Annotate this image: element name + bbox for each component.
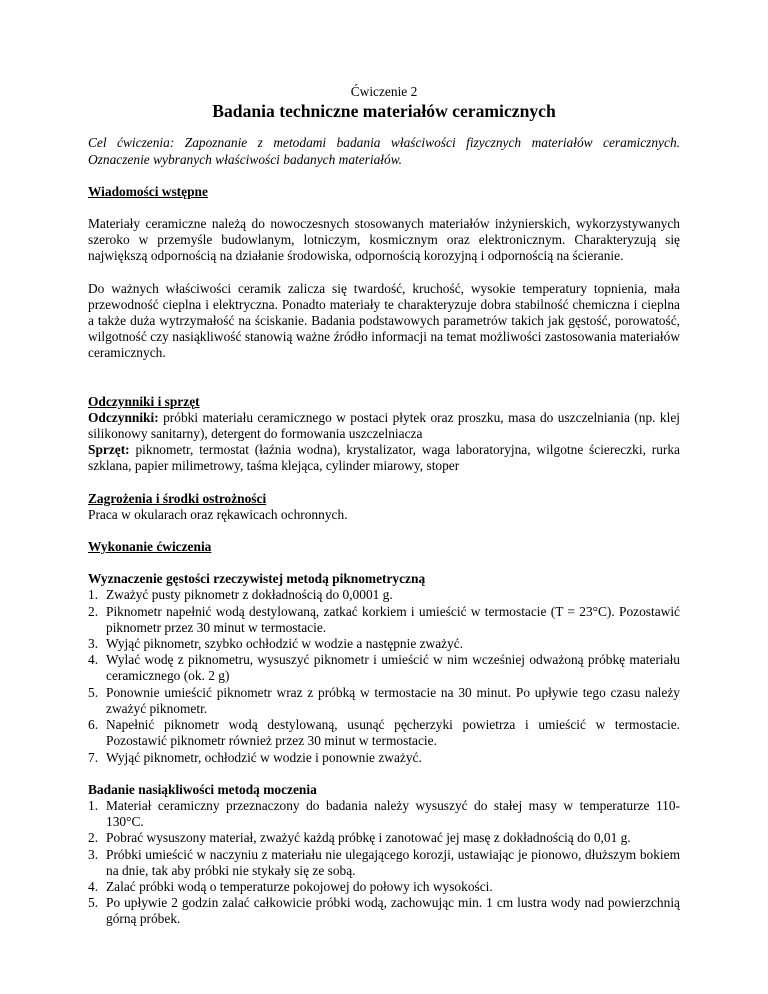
equipment-text: piknometr, termostat (łaźnia wodna), krystalizator, waga laboratoryjna, wilgotne ściereczki, rurka szklana, papier milimetrowy, taśma klejąca, cylinder miarowy, stoper [88,442,680,474]
document-page [88,84,680,928]
list-item: 1. Materiał ceramiczny przeznaczony do badania należy wysuszyć do stałej masy w temperaturze 110-130°C. [88,797,680,830]
document-title: Badania techniczne materiałów ceramicznych [212,101,556,122]
list-item: 3. Wyjąć piknometr, szybko ochłodzić w wodzie a następnie zważyć. [88,636,464,652]
list-item: 7. Wyjąć piknometr, ochłodzić w wodzie i ponownie zważyć. [88,749,422,765]
list-item: 2. Piknometr napełnić wodą destylowaną, zatkać korkiem i umieścić w termostacie (T = 23°C). Pozostawić piknometr przez 30 minut w termostacie. [88,603,680,635]
list-item: 5. Ponownie umieścić piknometr wraz z próbką w termostacie na 30 minut. Po upływie tego czasu należy zważyć piknometr. [88,684,680,716]
reagents-label: Odczynniki: [88,409,159,425]
intro-paragraph-1: Materiały ceramiczne należą do nowoczesnych stosowanych materiałów inżynierskich, wykorzystywanych szeroko w przemyśle budowlanym, lotniczym, kosmicznym oraz elektronicznym. Charakteryzują się największą odpornością na działanie środowiska, odpornością korozyjną i odpornością na ścieranie. [88,216,680,264]
density-heading: Wyznaczenie gęstości rzeczywistej metodą piknometryczną [88,571,426,587]
equipment-paragraph [88,442,680,474]
list-item: 5. Po upływie 2 godzin zalać całkowicie próbki wodą, zachowując min. 1 cm lustra wody nad powierzchnią górną próbek. [88,895,680,927]
equipment-label: Sprzęt: [88,442,130,458]
hazards-text: Praca w okularach oraz rękawicach ochronnych. [88,506,348,522]
procedure-heading: Wykonanie ćwiczenia [88,539,212,555]
list-item: 1. Zważyć pusty piknometr z dokładnością do 0,0001 g. [88,587,393,603]
list-item: 4. Zalać próbki wodą o temperaturze pokojowej do połowy ich wysokości. [88,878,493,894]
hazards-heading: Zagrożenia i środki ostrożności [88,490,267,506]
reagents-paragraph [88,410,680,442]
reagents-text: próbki materiału ceramicznego w postaci płytek oraz proszku, masa do uszczelniania (np. klej silikonowy sanitarny), detergent do formowania uszczelniacza [88,409,680,442]
list-item: 3. Próbki umieścić w naczyniu z materiału nie ulegającego korozji, ustawiając je pionowo, dłuższym bokiem na dnie, tak aby próbki nie stykały się ze sobą. [88,846,680,878]
density-steps [88,587,680,765]
reagents-heading: Odczynniki i sprzęt [88,393,200,409]
intro-heading: Wiadomości wstępne [88,183,208,199]
list-item: 6. Napełnić piknometr wodą destylowaną, usunąć pęcherzyki powietrza i umieścić w termostacie. Pozostawić piknometr również przez 30 minut w termostacie. [88,717,680,749]
absorption-steps [88,798,680,928]
list-item: 2. Pobrać wysuszony materiał, zważyć każdą próbkę i zanotować jej masę z dokładnością do 0,01 g. [88,830,631,846]
exercise-goal: Cel ćwiczenia: Zapoznanie z metodami badania właściwości fizycznych materiałów ceramicznych. Oznaczenie wybranych właściwości badanych materiałów. [88,135,680,167]
intro-paragraph-2: Do ważnych właściwości ceramik zalicza się twardość, kruchość, wysokie temperatury topnienia, mała przewodność cieplna i elektryczna. Ponadto materiały te charakteryzuje dobra stabilność chemiczna i cieplna a także duża wytrzymałość na ściskanie. Badania podstawowych parametrów takich jak gęstość, porowatość, wilgotność czy nasiąkliwość stanowią ważne źródło informacji na temat możliwości zastosowania materiałów ceramicznych. [88,280,680,361]
absorption-heading: Badanie nasiąkliwości metodą moczenia [88,781,317,797]
list-item: 4. Wylać wodę z piknometru, wysuszyć piknometr i umieścić w nim wcześniej odważoną próbkę materiału ceramicznego (ok. 2 g) [88,652,680,684]
exercise-label: Ćwiczenie 2 [350,84,418,99]
